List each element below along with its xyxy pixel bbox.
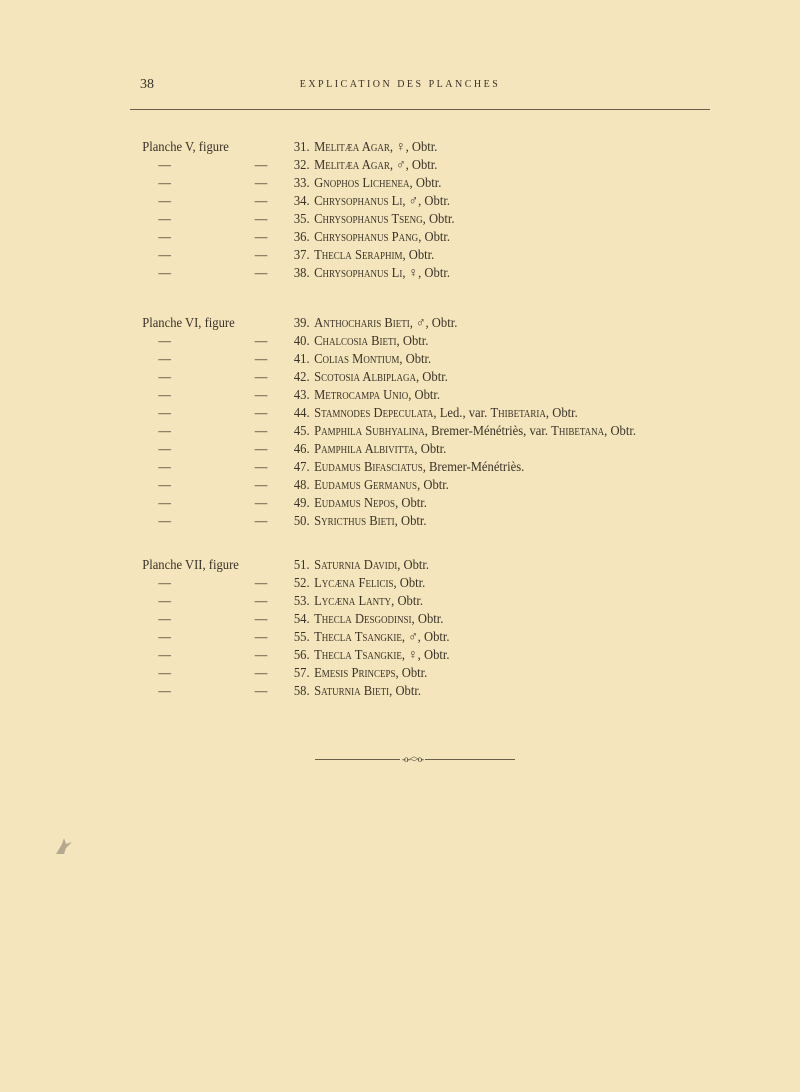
- list-item: [0, 665, 720, 683]
- species-author: , ♀, Obtr.: [401, 648, 450, 663]
- species-name: Thecla Tsangkie: [314, 630, 402, 645]
- ditto-dash: —: [254, 194, 268, 209]
- ditto-dash: —: [254, 424, 268, 439]
- species-name: Chalcosia Bieti: [314, 334, 397, 349]
- ditto-dash: —: [254, 478, 268, 493]
- ditto-dash: —: [254, 266, 268, 281]
- ditto-dash: —: [158, 424, 171, 439]
- species-entry: [314, 265, 450, 283]
- species-entry: [314, 157, 437, 175]
- species-name: Colias Montium: [314, 352, 400, 367]
- list-item: [0, 513, 720, 531]
- ditto-dash: —: [158, 248, 171, 263]
- plate-label: Planche V, figure: [142, 140, 229, 155]
- header-rule: [130, 109, 710, 110]
- ditto-dash: —: [158, 478, 171, 493]
- species-name: Saturnia Davidi: [314, 558, 398, 573]
- species-name: Pamphila Subhyalina: [314, 424, 425, 439]
- figure-number: 46.: [293, 442, 310, 457]
- list-item: [0, 611, 720, 629]
- species-name: Metrocampa Unio: [314, 388, 409, 403]
- figure-number: 35.: [293, 212, 310, 227]
- figure-number: 31.: [293, 140, 310, 155]
- variety-name: Thibetaria: [490, 406, 546, 421]
- list-item: [0, 629, 720, 647]
- ditto-dash: —: [158, 176, 171, 191]
- list-item: [0, 647, 720, 665]
- ditto-dash: —: [254, 176, 268, 191]
- figure-number: 43.: [293, 388, 310, 403]
- species-entry: [314, 477, 449, 495]
- species-entry: [314, 647, 449, 665]
- list-item: [0, 459, 720, 477]
- figure-number: 45.: [293, 424, 310, 439]
- species-name: Thecla Tsangkie: [314, 648, 402, 663]
- figure-number: 54.: [293, 612, 310, 627]
- species-name: Syricthus Bieti: [314, 514, 395, 529]
- closing-ornament: -o-<>o-: [402, 754, 424, 764]
- species-author: , Obtr.: [417, 478, 449, 493]
- running-title: EXPLICATION DES PLANCHES: [299, 79, 501, 90]
- ditto-dash: —: [158, 630, 171, 645]
- species-entry: [314, 593, 423, 611]
- ditto-dash: —: [254, 388, 268, 403]
- species-author: , Obtr.: [409, 176, 442, 191]
- species-name: Eudamus Bifasciatus: [314, 460, 423, 475]
- ink-stain-mark: [52, 830, 74, 856]
- list-item: [0, 193, 720, 211]
- species-author: , Obtr.: [391, 594, 423, 609]
- species-entry: [314, 575, 425, 593]
- list-item: [0, 423, 720, 441]
- species-name: Lycæna Lanty: [314, 594, 392, 609]
- figure-number: 48.: [293, 478, 310, 493]
- ditto-dash: —: [254, 230, 268, 245]
- ditto-dash: —: [158, 370, 171, 385]
- species-name: Pamphila Albivitta: [314, 442, 415, 457]
- list-item: [0, 157, 720, 175]
- species-name: Saturnia Bieti: [314, 684, 390, 699]
- species-entry: [314, 459, 524, 477]
- species-entry: [314, 333, 428, 351]
- species-name: Chrysophanus Li: [314, 266, 403, 281]
- figure-number: 52.: [293, 576, 310, 591]
- figure-number: 36.: [293, 230, 310, 245]
- ditto-dash: —: [158, 666, 171, 681]
- ditto-dash: —: [254, 514, 268, 529]
- species-entry: [314, 351, 431, 369]
- ditto-dash: —: [158, 266, 171, 281]
- list-item: [0, 369, 720, 387]
- plate-label: Planche VII, figure: [142, 558, 239, 573]
- plate-section: [0, 557, 800, 701]
- ditto-dash: —: [254, 684, 268, 699]
- species-entry: [314, 611, 443, 629]
- list-item: [0, 495, 720, 513]
- species-author: , Obtr.: [394, 514, 427, 529]
- species-name: Thecla Desgodinsi: [314, 612, 412, 627]
- figure-number: 32.: [293, 158, 310, 173]
- species-entry: [314, 315, 457, 333]
- species-author: , Obtr.: [414, 442, 447, 457]
- figure-number: 37.: [293, 248, 310, 263]
- species-entry: [314, 387, 440, 405]
- page-number: 38: [140, 77, 154, 92]
- species-entry: [314, 211, 454, 229]
- figure-number: 38.: [293, 266, 310, 281]
- list-item: [0, 351, 720, 369]
- species-author: , ♂, Obtr.: [409, 316, 458, 331]
- figure-number: 51.: [293, 558, 310, 573]
- species-entry: [314, 247, 434, 265]
- figure-number: 57.: [293, 666, 310, 681]
- species-author: , ♂, Obtr.: [389, 158, 438, 173]
- species-author: , Obtr.: [422, 212, 455, 227]
- figure-number: 50.: [293, 514, 310, 529]
- ditto-dash: —: [158, 212, 171, 227]
- species-entry: [314, 665, 427, 683]
- figure-number: 58.: [293, 684, 310, 699]
- ditto-dash: —: [254, 334, 268, 349]
- species-author: , Obtr.: [418, 230, 451, 245]
- species-author: , ♂, Obtr.: [402, 194, 450, 209]
- ditto-dash: —: [254, 576, 268, 591]
- list-item: [0, 441, 720, 459]
- ditto-dash: —: [158, 334, 171, 349]
- species-entry: [314, 441, 446, 459]
- species-name: Chrysophanus Tseng: [314, 212, 423, 227]
- ditto-dash: —: [158, 612, 171, 627]
- list-item: [0, 477, 720, 495]
- ditto-dash: —: [254, 212, 268, 227]
- ditto-dash: —: [158, 442, 171, 457]
- species-entry: [314, 629, 449, 647]
- ditto-dash: —: [158, 230, 171, 245]
- species-author: , ♀, Obtr.: [389, 140, 438, 155]
- species-name: Stamnodes Depeculata: [314, 406, 434, 421]
- list-item: [0, 315, 720, 333]
- list-item: [0, 229, 720, 247]
- species-name: Emesis Princeps: [314, 666, 396, 681]
- figure-number: 47.: [293, 460, 310, 475]
- ditto-dash: —: [254, 666, 268, 681]
- species-entry: [314, 139, 437, 157]
- species-author: , Obtr.: [393, 576, 426, 591]
- species-name: Eudamus Nepos: [314, 496, 396, 511]
- ditto-dash: —: [158, 406, 171, 421]
- ditto-dash: —: [254, 442, 268, 457]
- list-item: [0, 557, 720, 575]
- ditto-dash: —: [158, 684, 171, 699]
- species-name: Lycæna Felicis: [314, 576, 394, 591]
- ditto-dash: —: [254, 248, 268, 263]
- species-author: , Obtr.: [408, 388, 441, 403]
- ditto-dash: —: [254, 594, 268, 609]
- species-author: , ♀, Obtr.: [402, 266, 450, 281]
- species-name: Eudamus Germanus: [314, 478, 418, 493]
- species-entry: [314, 405, 578, 423]
- species-author: , Obtr.: [399, 352, 432, 367]
- species-entry: [314, 683, 421, 701]
- species-name: Melitæa Agar: [314, 158, 390, 173]
- species-author: , Obtr.: [397, 558, 430, 573]
- list-item: [0, 139, 720, 157]
- figure-number: 49.: [293, 496, 310, 511]
- species-entry: [314, 369, 448, 387]
- species-name: Thecla Seraphim: [314, 248, 403, 263]
- species-name: Chrysophanus Pang: [314, 230, 419, 245]
- ditto-dash: —: [254, 648, 268, 663]
- figure-number: 55.: [293, 630, 310, 645]
- species-entry: [314, 193, 450, 211]
- ditto-dash: —: [254, 612, 268, 627]
- list-item: [0, 333, 720, 351]
- ditto-dash: —: [254, 630, 268, 645]
- figure-number: 44.: [293, 406, 310, 421]
- ditto-dash: —: [158, 158, 171, 173]
- plate-section: [0, 315, 800, 531]
- ditto-dash: —: [158, 576, 171, 591]
- species-author: , Led., var.: [433, 406, 491, 421]
- list-item: [0, 387, 720, 405]
- figure-number: 42.: [293, 370, 310, 385]
- ditto-dash: —: [158, 594, 171, 609]
- figure-number: 40.: [293, 334, 310, 349]
- species-name: Gnophos Lichenea: [314, 176, 410, 191]
- species-author: , Bremer-Ménétriès, var.: [424, 424, 552, 439]
- figure-number: 33.: [293, 176, 310, 191]
- species-author: , Obtr.: [396, 334, 429, 349]
- list-item: [0, 593, 720, 611]
- species-author: , Obtr.: [416, 370, 448, 385]
- species-name: Scotosia Albiplaga: [314, 370, 417, 385]
- plate-section: [0, 139, 800, 283]
- ditto-dash: —: [254, 460, 268, 475]
- figure-number: 34.: [293, 194, 310, 209]
- list-item: [0, 575, 720, 593]
- species-entry: [314, 229, 450, 247]
- plate-label: Planche VI, figure: [142, 316, 235, 331]
- species-name: Anthocharis Bieti: [314, 316, 410, 331]
- ditto-dash: —: [158, 194, 171, 209]
- ditto-dash: —: [254, 496, 268, 511]
- species-entry: [314, 495, 427, 513]
- ditto-dash: —: [158, 388, 171, 403]
- list-item: [0, 175, 720, 193]
- variety-author: , Obtr.: [545, 406, 578, 421]
- ditto-dash: —: [158, 352, 171, 367]
- species-entry: [314, 513, 426, 531]
- species-author: , Obtr.: [402, 248, 435, 263]
- ditto-dash: —: [254, 158, 268, 173]
- list-item: [0, 265, 720, 283]
- figure-number: 53.: [293, 594, 310, 609]
- list-item: [0, 405, 720, 423]
- list-item: [0, 211, 720, 229]
- species-entry: [314, 557, 429, 575]
- ditto-dash: —: [254, 352, 268, 367]
- figure-number: 56.: [293, 648, 310, 663]
- ditto-dash: —: [158, 460, 171, 475]
- species-name: Melitæa Agar: [314, 140, 390, 155]
- species-author: , Obtr.: [389, 684, 422, 699]
- species-author: , ♂, Obtr.: [401, 630, 450, 645]
- ditto-dash: —: [254, 406, 268, 421]
- species-author: , Obtr.: [395, 666, 428, 681]
- species-author: , Obtr.: [411, 612, 444, 627]
- figure-number: 39.: [293, 316, 310, 331]
- species-entry: [314, 175, 441, 193]
- ditto-dash: —: [254, 370, 268, 385]
- species-name: Chrysophanus Li: [314, 194, 403, 209]
- species-author: , Bremer-Ménétriès.: [422, 460, 525, 475]
- species-entry: [314, 423, 636, 441]
- list-item: [0, 247, 720, 265]
- variety-name: Thibetana: [551, 424, 605, 439]
- species-author: , Obtr.: [395, 496, 427, 511]
- list-item: [0, 683, 720, 701]
- figure-number: 41.: [293, 352, 310, 367]
- variety-author: , Obtr.: [604, 424, 637, 439]
- ditto-dash: —: [158, 496, 171, 511]
- ditto-dash: —: [158, 514, 171, 529]
- ditto-dash: —: [158, 648, 171, 663]
